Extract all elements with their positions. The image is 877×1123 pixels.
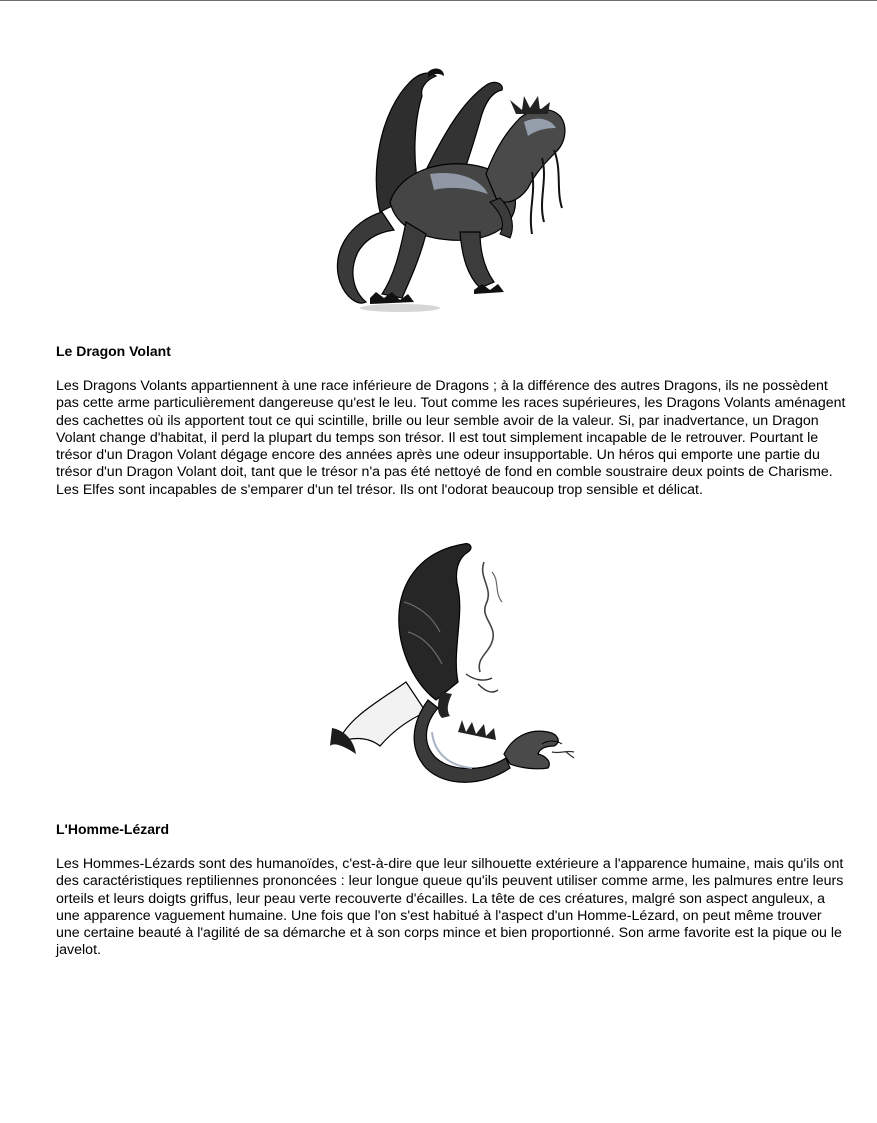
flying-dragon-illustration — [310, 62, 578, 326]
winged-serpent-illustration — [308, 532, 578, 808]
page-top-rule — [0, 0, 877, 1]
section-heading-dragon-volant: Le Dragon Volant — [56, 343, 171, 359]
section-heading-homme-lezard: L'Homme-Lézard — [56, 821, 170, 837]
section-body-dragon-volant: Les Dragons Volants appartiennent à une race inférieure de Dragons ; à la différence des autres Dragons, ils ne possèdent pas cette arme particulièrement dangereuse qu'est le leu. Tout comme les races supérieures, les Dragons Volants aménagent des cachettes où ils apportent tout ce qui scintille, brille ou leur semble avoir de la valeur. Si, par inadvertance, un Dragon Volant change d'habitat, il perd la plupart du temps son trésor. Il est tout simplement incapable de le retrouver. Pourtant le trésor d'un Dragon Volant dégage encore des années après une odeur insupportable. Un héros qui emporte une partie du trésor d'un Dragon Volant doit, tant que le trésor n'a pas été nettoyé de fond en comble soustraire deux points de Charisme. Les Elfes sont incapables de s'emparer d'un tel trésor. Ils ont l'odorat beaucoup trop sensible et délicat. — [56, 378, 846, 498]
section-body-homme-lezard: Les Hommes-Lézards sont des humanoïdes, c'est-à-dire que leur silhouette extérieure a l'apparence humaine, mais qu'ils ont des caractéristiques reptiliennes prononcées : leur longue queue qu'ils peuvent utiliser comme arme, les palmures entre leurs orteils et leurs doigts griffus, leur peau verte recouverte d'écailles. La tête de ces créatures, malgré son aspect anguleux, a une apparence vaguement humaine. Une fois que l'on s'est habitué à l'aspect d'un Homme-Lézard, on peut même trouver une certaine beauté à l'agilité de sa démarche et à son corps mince et bien proportionné. Son arme favorite est la pique ou le javelot. — [56, 856, 844, 959]
